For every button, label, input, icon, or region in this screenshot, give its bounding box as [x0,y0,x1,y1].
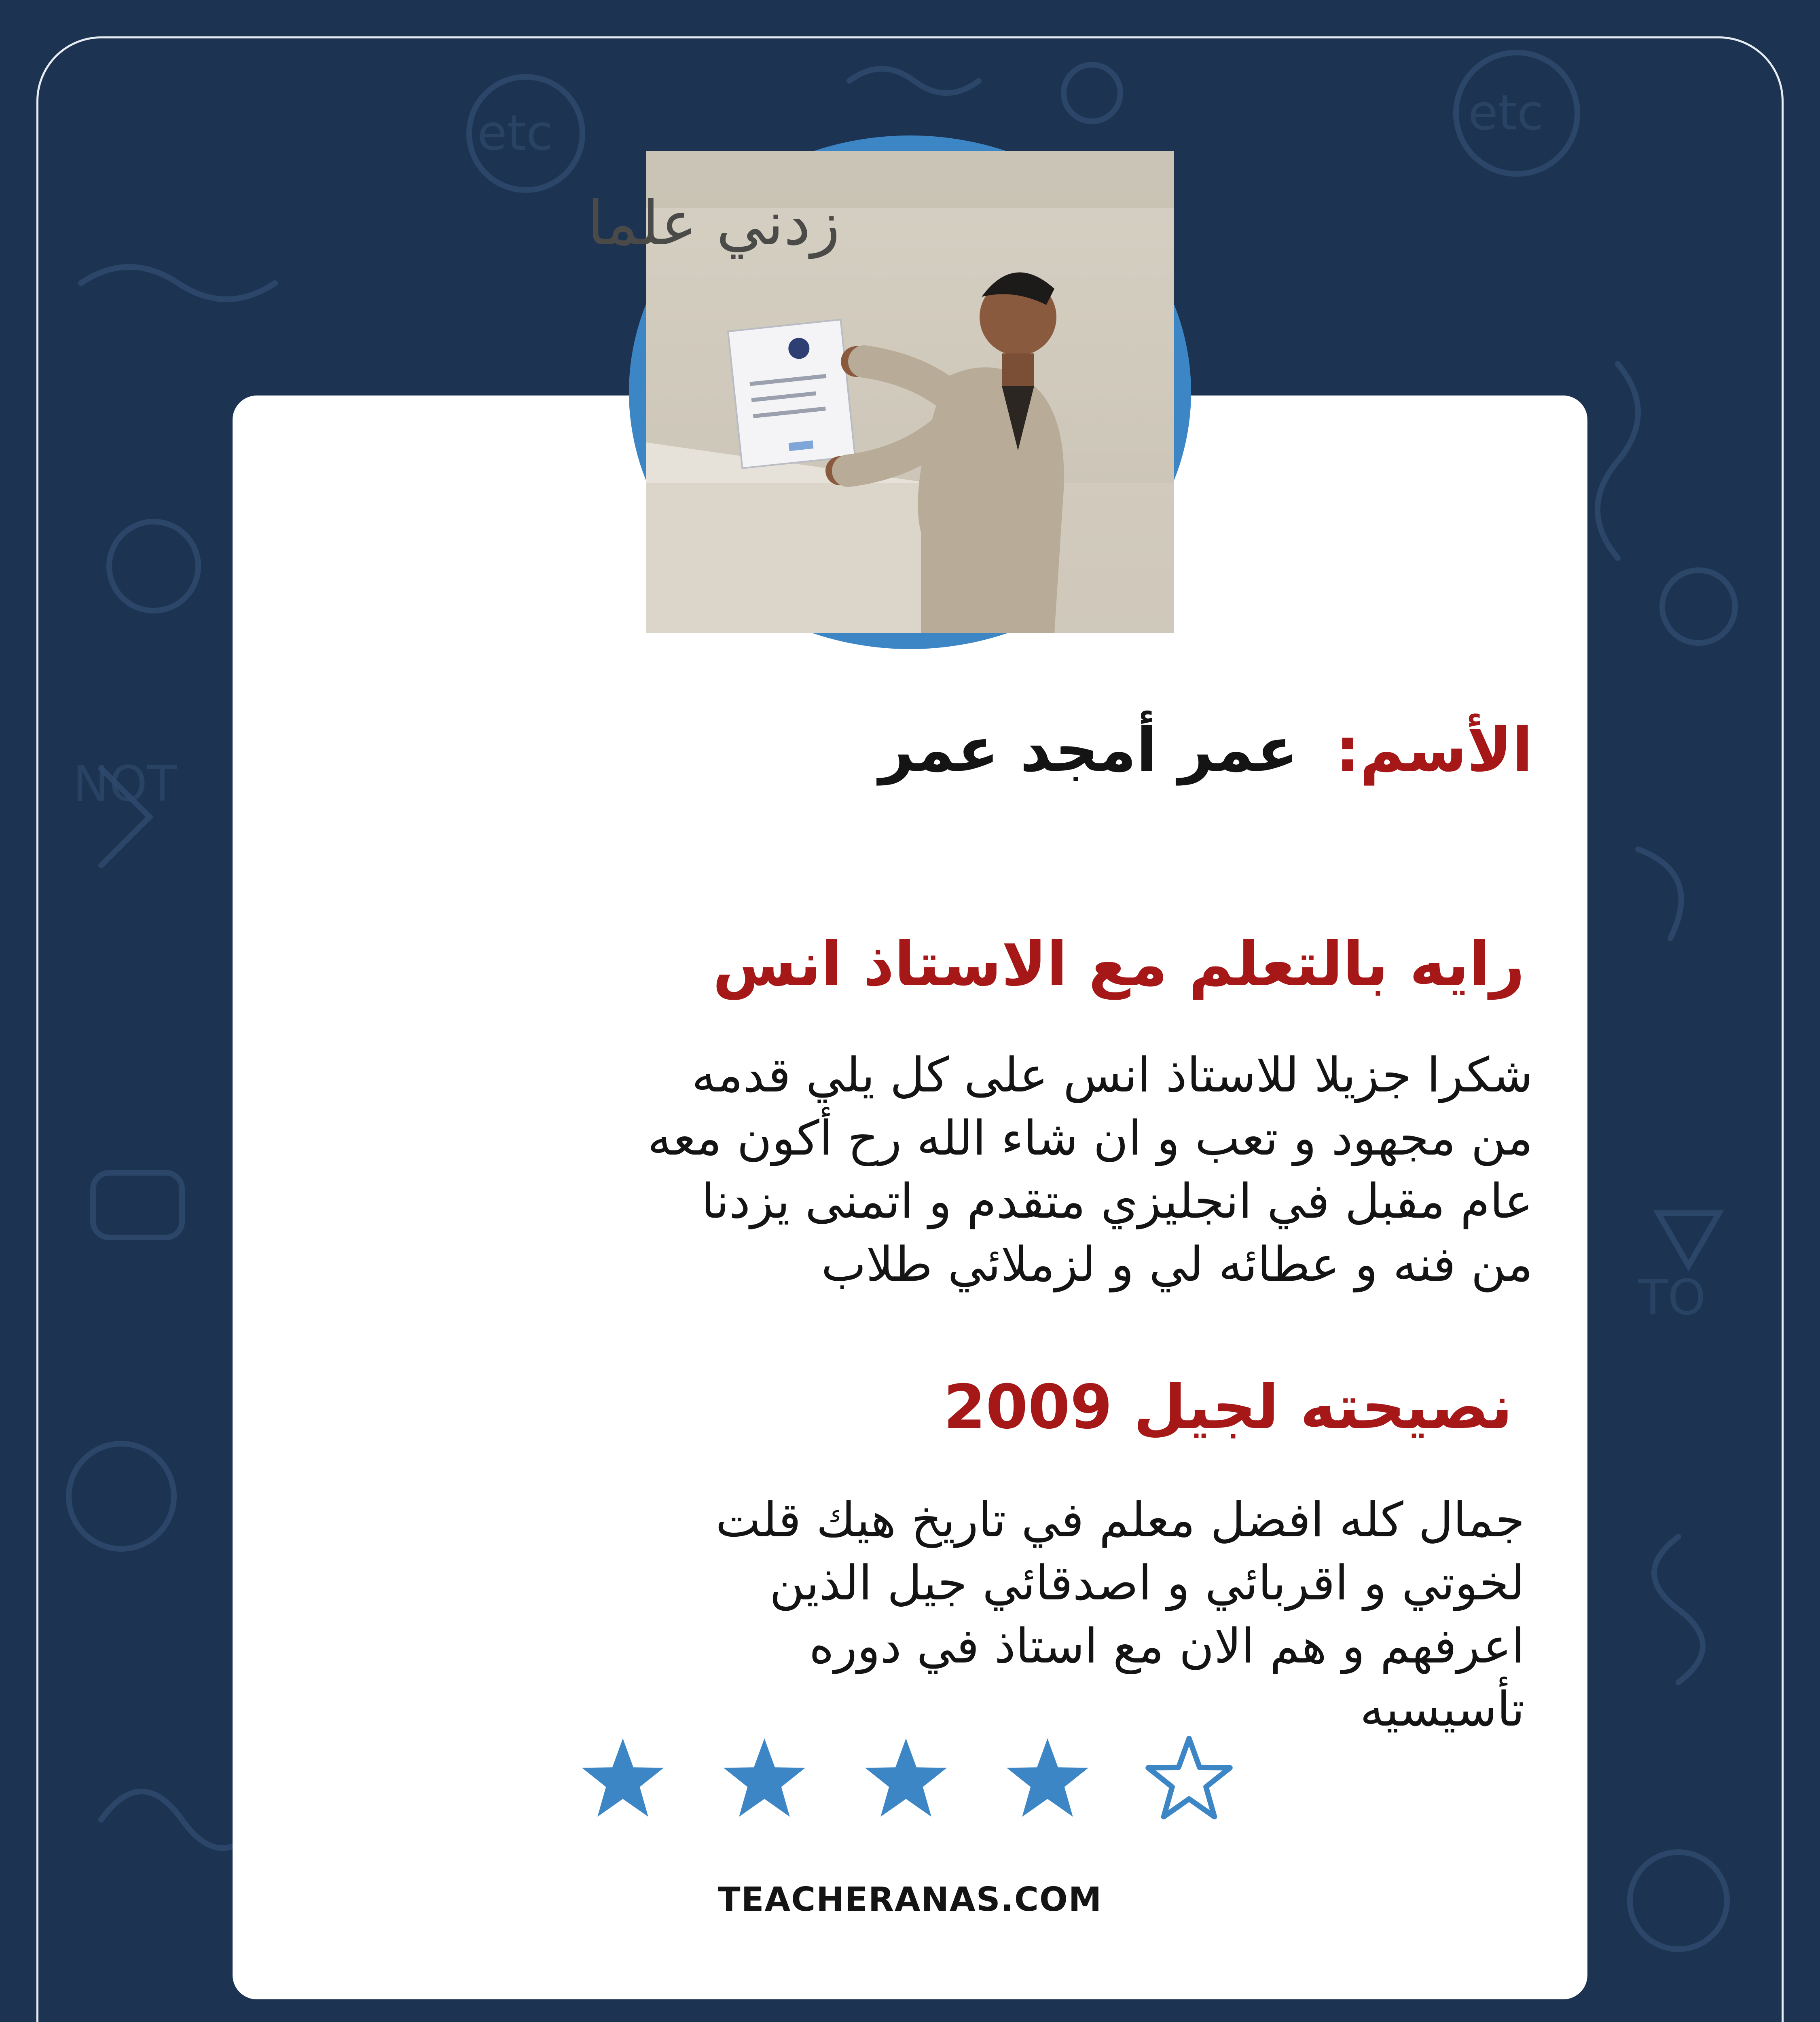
opinion-line: شكرا جزيلا للاستاذ انس على كل يلي قدمه [692,1047,1533,1103]
opinion-line: من فنه و عطائه لي و لزملائي طلاب [821,1236,1533,1292]
student-name-row [879,714,1533,787]
svg-text:TO: TO [1638,1270,1706,1326]
opinion-line: من مجهود و تعب و ان شاء الله رح أكون معه [648,1110,1533,1166]
student-photo [587,151,1174,633]
advice-text [715,1488,1525,1741]
opinion-heading: رايه بالتعلم مع الاستاذ انس [713,929,1525,1000]
website-url: TEACHERANAS.COM [717,1880,1103,1919]
svg-text:زدني علما: زدني علما [587,188,840,259]
svg-text:etc: etc [1468,85,1544,141]
star-filled-icon [1003,1735,1092,1824]
star-filled-icon [861,1735,950,1824]
advice-line: اعرفهم و هم الان مع استاذ في دوره [809,1618,1525,1674]
name-label: الأسم: [1335,715,1533,785]
student-name: عمر أمجد عمر [879,715,1298,785]
svg-text:etc: etc [477,105,553,161]
svg-text:NOT: NOT [73,756,177,812]
star-filled-icon [578,1735,667,1824]
advice-heading: نصيحته لجيل 2009 [943,1372,1513,1442]
star-filled-icon [720,1735,809,1824]
star-rating [578,1735,1250,1824]
opinion-line: عام مقبل في انجليزي متقدم و اتمنى يزدنا [701,1173,1533,1229]
star-empty-icon [1145,1735,1234,1824]
opinion-text [648,1043,1533,1296]
advice-line: جمال كله افضل معلم في تاريخ هيك قلت [715,1492,1525,1548]
advice-line: تأسيسيه [1360,1681,1525,1737]
advice-line: لخوتي و اقربائي و اصدقائي جيل الذين [769,1555,1525,1611]
